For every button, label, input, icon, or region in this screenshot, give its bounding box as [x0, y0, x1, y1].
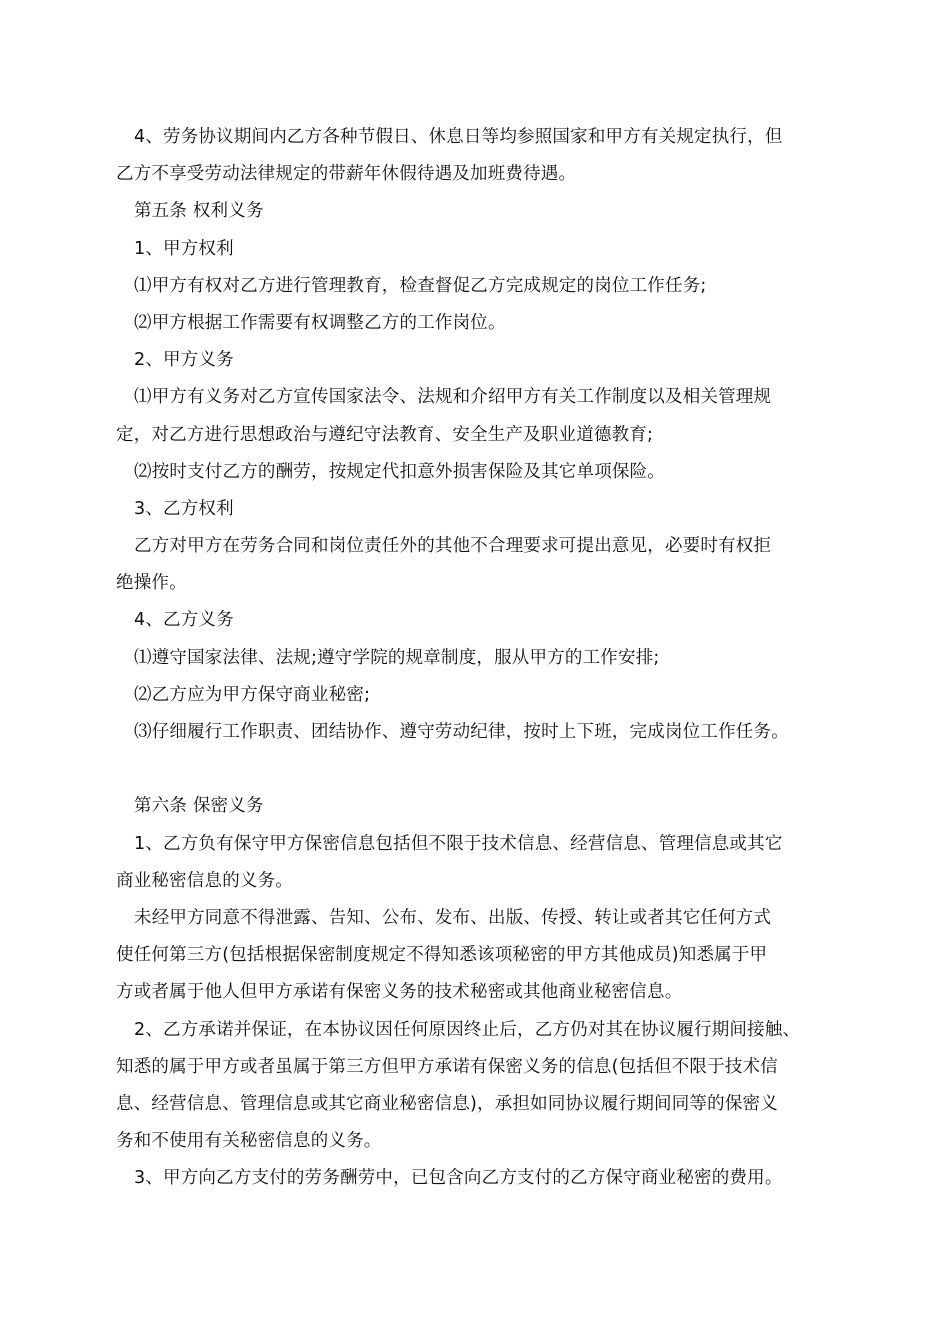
- confidentiality-1b-line-3: 方或者属于他人但甲方承诺有保密义务的技术秘密或其他商业秘密信息。: [116, 982, 683, 1003]
- confidentiality-2-line-1: 2、乙方承诺并保证，在本协议因任何原因终止后，乙方仍对其在协议履行期间接触、: [134, 1019, 801, 1040]
- party-b-obligation-1: ⑴遵守国家法律、法规;遵守学院的规章制度，服从甲方的工作安排;: [134, 647, 660, 668]
- section-party-a-obligations: 2、甲方义务: [134, 350, 234, 371]
- clause-4-4-line-1: 4、劳务协议期间内乙方各种节假日、休息日等均参照国家和甲方有关规定执行，但: [134, 127, 783, 147]
- confidentiality-2-line-4: 务和不使用有关秘密信息的义务。: [116, 1131, 382, 1152]
- confidentiality-1b-line-1: 未经甲方同意不得泄露、告知、公布、发布、出版、传授、转让或者其它任何方式: [134, 907, 772, 928]
- party-a-right-2: ⑵甲方根据工作需要有权调整乙方的工作岗位。: [134, 312, 506, 333]
- party-b-right-line-1: 乙方对甲方在劳务合同和岗位责任外的其他不合理要求可提出意见，必要时有权拒: [134, 536, 772, 557]
- article-6-heading: 第六条 保密义务: [134, 796, 264, 817]
- confidentiality-1-line-2: 商业秘密信息的义务。: [116, 870, 293, 891]
- party-a-obligation-1-line-1: ⑴甲方有义务对乙方宣传国家法令、法规和介绍甲方有关工作制度以及相关管理规: [134, 387, 772, 408]
- confidentiality-2-line-3: 息、经营信息、管理信息或其它商业秘密信息)，承担如同协议履行期间同等的保密义: [116, 1093, 778, 1114]
- confidentiality-1-line-1: 1、乙方负有保守甲方保密信息包括但不限于技术信息、经营信息、管理信息或其它: [134, 833, 783, 854]
- confidentiality-3: 3、甲方向乙方支付的劳务酬劳中，已包含向乙方支付的乙方保守商业秘密的费用。: [134, 1168, 783, 1189]
- party-b-obligation-3: ⑶仔细履行工作职责、团结协作、遵守劳动纪律，按时上下班，完成岗位工作任务。: [134, 722, 789, 742]
- section-party-b-rights: 3、乙方权利: [134, 498, 234, 519]
- article-5-heading: 第五条 权利义务: [134, 201, 264, 222]
- confidentiality-2-line-2: 知悉的属于甲方或者虽属于第三方但甲方承诺有保密义务的信息(包括但不限于技术信: [116, 1056, 778, 1077]
- document-page: [116, 119, 844, 1197]
- party-b-right-line-2: 绝操作。: [116, 573, 187, 594]
- party-a-obligation-2: ⑵按时支付乙方的酬劳，按规定代扣意外损害保险及其它单项保险。: [134, 461, 665, 482]
- section-party-b-obligations: 4、乙方义务: [134, 610, 234, 631]
- paragraph-gap: [116, 751, 844, 788]
- section-party-a-rights: 1、甲方权利: [134, 238, 234, 259]
- confidentiality-1b-line-2: 使任何第三方(包括根据保密制度规定不得知悉该项秘密的甲方其他成员)知悉属于甲: [116, 945, 768, 966]
- clause-4-4-line-2: 乙方不享受劳动法律规定的带薪年休假待遇及加班费待遇。: [116, 164, 577, 185]
- party-a-right-1: ⑴甲方有权对乙方进行管理教育，检查督促乙方完成规定的岗位工作任务;: [134, 275, 707, 296]
- party-a-obligation-1-line-2: 定，对乙方进行思想政治与遵纪守法教育、安全生产及职业道德教育;: [116, 424, 654, 445]
- party-b-obligation-2: ⑵乙方应为甲方保守商业秘密;: [134, 684, 371, 705]
